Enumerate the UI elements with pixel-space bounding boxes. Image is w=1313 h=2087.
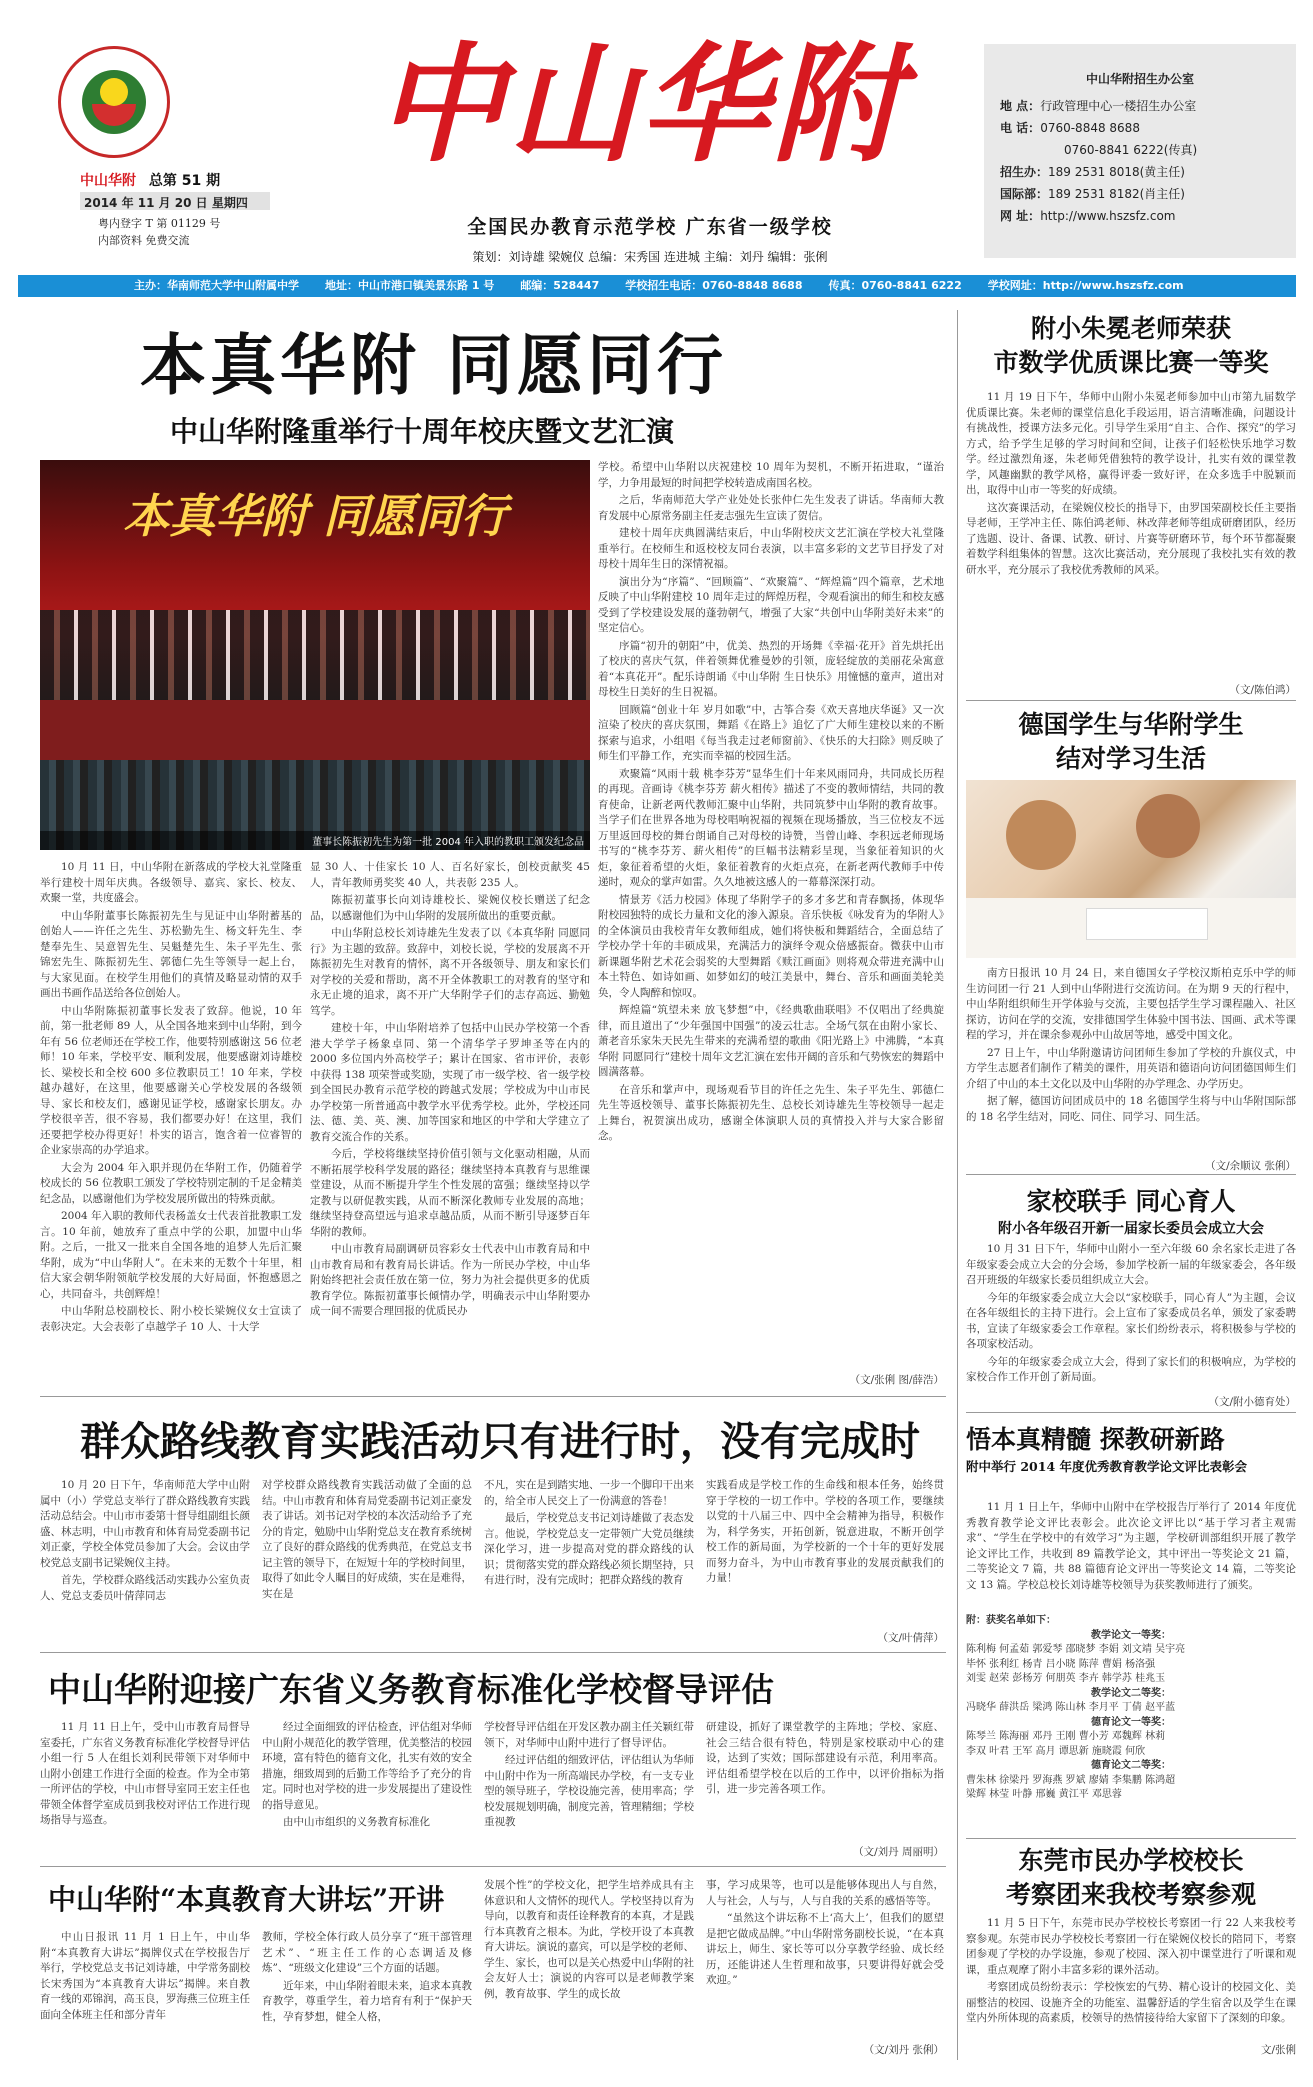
award-row: 陈琴兰 陈海丽 邓丹 王刚 曹小芳 邓魏辉 林莉: [966, 1731, 1166, 1742]
award-list: [966, 1614, 1296, 1803]
masthead-title: 中山华附: [375, 31, 904, 180]
lecture-para: “虽然这个讲坛称不上‘高大上’，但我们的愿望是把它做成品牌。”中山华附常务副校长说，“在本真讲坛上，师生、家长等可以分享教学经验、成长经历，还能讲述人生哲理和故事，只要讲得好就会受欢迎。”: [706, 1912, 944, 1986]
lead-headline: 本真华附 同愿同行: [140, 327, 727, 404]
right5-headline: [966, 1844, 1296, 1912]
section-divider: [40, 1396, 946, 1397]
lecture-col-1: [40, 1930, 250, 2058]
section-divider: [966, 1412, 1296, 1413]
lead-para: 建校十周年庆典圆满结束后，中山华附校庆文艺汇演在学校大礼堂隆重举行。在校师生和返校校友同台表演，以丰富多彩的文艺节目抒发了对母校十周年生日的深情祝福。: [598, 527, 944, 570]
award-category: 德育论文二等奖：: [1091, 1760, 1171, 1771]
award-list-title: 附：获奖名单如下：: [966, 1615, 1056, 1626]
lead-para: 大会为 2004 年入职并现仍在华附工作，仍随着学校成长的 56 位教职工颁发了学校特别定制的千足金精美纪念品，以感谢他们为学校发展所做出的特殊贡献。: [40, 1161, 302, 1205]
lead-para: 情景芳《活力校园》体现了华附学子的多才多艺和青春飘扬，体现华附校园独特的成长力量和文化的渗入源泉。音乐快板《咏发育为的华附人》的全体演员由我校青年女教师组成，她们将快板和舞蹈结合，全面总结了学校办学十年的丰硕成果，充满活力的演绎令观众倍感振奋。微获中山市新课题华附艺术花会弱奖的大型舞蹈《赎江画面》则将观众带进充满中山本土特色、如诗如画、如梦如幻的岐江美景中，舞台、音乐和画面美轮美奂，令人陶醉和惊叹。: [598, 893, 944, 999]
section-divider: [966, 700, 1296, 701]
lecture-para: 中山日报讯 11 月 1 日上午，中山华附“本真教育大讲坛”揭牌仪式在学校报告厅举行，学校党总支书记刘诗雄，中学常务副校长宋秀国为“本真教育大讲坛”揭牌。来自教育一线的邓锦润，高玉良，罗海燕三位班主任面向全体班主任和部分青年: [40, 1931, 250, 2021]
award-row: 李双 叶君 王军 高月 谭思新 施晓霞 何欣: [966, 1745, 1146, 1757]
section-divider: [40, 1652, 946, 1653]
mass-line-para: 实践看成是学校工作的生命线和根本任务，始终贯穿于学校的一切工作中。学校的各项工作，要继续以党的十八届三中、四中全会精神为指导，积极作为，科学务实，开拓创新，锐意进取，不断开创学校工作的新局面，为学校新的一个十年的更好发展而努力奋斗，为中山市教育事业的发展贡献我们的力量！: [706, 1479, 944, 1584]
office-phone: 0760-8848 8688: [1040, 121, 1140, 135]
award-category: 教学论文二等奖：: [1091, 1687, 1171, 1699]
info-website[interactable]: 学校网址：http://www.hszsfz.com: [987, 279, 1184, 292]
lead-para: 今后，学校将继续坚持价值引领与文化驱动相融，从而不断拓展学校科学发展的路径；继续坚持本真教育与思维课堂建设，从而不断提升学生个性发展的富强；继续坚持以学定教与以研促教实践，从而不断深化教师专业发展的高地；继续坚持登高望远与追求卓越品质，从而不断引导逐梦百年华附的教师。: [310, 1148, 590, 1238]
right4-headline: 悟本真精髓 探教研新路: [966, 1425, 1225, 1454]
award-category: 德育论文一等奖：: [1091, 1716, 1171, 1728]
lead-subhead: 中山华附隆重举行十周年校庆暨文艺汇演: [170, 415, 675, 448]
lead-para: 陈振初董事长向刘诗雄校长、梁婉仪校长赠送了纪念品，以感谢他们为中山华附的发展所做出的重要贡献。: [310, 894, 590, 922]
mass-line-para: 最后，学校党总支书记刘诗雄做了表态发言。他说，学校党总支一定带领广大党员继续深化学习，进一步提高对党的群众路线的认识；贯彻落实党的群众路线必须长期坚持，只有进行时，没有完成时；把群众路线的教育: [484, 1512, 694, 1586]
editorial-staff: 策划：刘诗雄 梁婉仪 总编：宋秀国 连进城 主编：刘丹 编辑：张俐: [472, 250, 828, 264]
lecture-col-2: [262, 1930, 472, 2058]
logo-emblem-icon: [82, 70, 146, 134]
intl-label: 国际部：: [1000, 187, 1049, 201]
paper-name: 中山华附: [80, 173, 136, 189]
lecture-credit: （文/刘丹 张俐）: [863, 2044, 944, 2056]
right5-para: 考察团成员纷纷表示：学校恢宏的气势、精心设计的校园文化、美丽整洁的校园、设施齐全的功能室、温馨舒适的学生宿舍以及学生在课堂内外所体现的高素质，校领导的热情接待给大家留下了深刻的印象。: [966, 1981, 1296, 2024]
stage-banner: 本真华附 同愿同行: [122, 489, 507, 543]
mass-line-col-4: [706, 1478, 944, 1628]
inspection-para: 11 月 11 日上午，受中山市教育局督导室委托，广东省义务教育标准化学校督导评估小组一行 5 人在组长刘利民带领下对华师中山附小创建工作进行全面的检查。作为全市第一所评估的学校，中山市督导室同王宏主任也带领全体督学室成员到我校对评估工作进行现场指导与巡查。: [40, 1721, 250, 1826]
mass-line-para: 不凡，实在是到踏实地、一步一个脚印干出来的，给全市人民交上了一份满意的答卷！: [484, 1479, 694, 1507]
lead-para: 在音乐和掌声中，现场观看节目的许任之先生、朱子平先生、郭德仁先生等返校领导、董事长陈振初先生、总校长刘诗雄先生等校领导一起走上舞台，祝贺演出成功，感谢全体演职人员的真情投入并与大家合影留念。: [598, 1083, 944, 1142]
lead-para: 中山华附总校长刘诗雄先生发表了以《本真华附 同愿同行》为主题的致辞。致辞中，刘校长说，学校的发展离不开陈振初先生对教育的情怀，离不开各级领导、朋友和家长们对学校的关爱和帮助，离不开全体教职工的对教育的坚守和永无止境的追求，离不开广大华附学子们的志存高远、勤勉笃学。: [310, 927, 590, 1017]
inspection-headline: 中山华附迎接广东省义务教育标准化学校督导评估: [48, 1670, 774, 1709]
right1-body: [966, 390, 1296, 680]
inspection-col-3: [484, 1720, 694, 1860]
right3-para: 今年的年级家委会成立大会以“家校联手，同心育人”为主题，会议在各年级组长的主持下进行。会上宣布了家委成员名单，颁发了家委聘书，宣读了年级家委会工作章程。家长们纷纷表示，将积极参与学校的各项家校活动。: [966, 1291, 1296, 1350]
right2-para: 27 日上午，中山华附邀请访问团师生参加了学校的升旗仪式，中方学生志愿者们制作了精美的课件，用英语和德语向访问团德国师生们介绍了中山的本土文化以及中山华附的办学理念、办学历史。: [966, 1046, 1296, 1090]
lead-para: 之后，华南师范大学产业处处长张仲仁先生发表了讲话。华南师大教育发展中心原常务副主任麦志强先生宣读了贺信。: [598, 494, 944, 522]
right5-credit: 文/张俐: [1260, 2044, 1296, 2056]
right3-body: [966, 1242, 1296, 1392]
lead-photo: [40, 460, 590, 850]
school-logo: [58, 46, 170, 158]
right2-credit: （文/余顺议 张俐）: [1205, 1160, 1296, 1172]
lecture-col-4: [706, 1878, 944, 2038]
inspection-para: 经过评估组的细致评估，评估组认为华师中山附中作为一所高端民办学校，有一支专业型的领导班子，学校设施完善，使用率高；学校发展规划明确，制度完善，管理精细；学校重视教: [484, 1754, 694, 1828]
lecture-para: 近年来，中山华附着眼未来，追求本真教育教学，尊重学生，着力培育有利于“保护天性，孕育梦想，健全人格，: [262, 1979, 472, 2023]
school-slogan: 全国民办教育示范学校 广东省一级学校: [467, 216, 833, 238]
right5-para: 11 月 5 日下午，东莞市民办学校校长考察团一行 22 人来我校考察参观。东莞市民办学校校长考察团一行在梁婉仪校长的陪同下，考察团参观了学校的办学设施，参观了校园、深入初中课堂进行了听课和观课，重点观摩了附小丰富多彩的课外活动。: [966, 1917, 1296, 1976]
lead-para: 2004 年入职的教师代表杨盖女士代表首批教职工发言。10 年前，她放弃了重点中学的公职，加盟中山华附。之后，一批又一批来自全国各地的追梦人先后汇聚华附，成为“中山华附人”。在未来的无数个十年里，相信大家会朝华附领航学校发展的大好局面，怀抱感恩之心，共同奋斗，共创辉煌！: [40, 1210, 302, 1300]
issue-number: 总第 51 期: [148, 173, 221, 189]
lead-col-1: [40, 860, 302, 1370]
info-hotline: 学校招生电话：0760-8848 8688: [625, 279, 803, 292]
right3-headline: 家校联手 同心育人: [1026, 1187, 1236, 1216]
right2-body: [966, 966, 1296, 1156]
right2-para: 据了解，德国访问团成员中的 18 名德国学生将与中山华附国际部的 18 名学生结对，同吃、同住、同学习、同生活。: [966, 1095, 1296, 1123]
award-row: 梁辉 林莹 叶静 邢巍 黄江平 邓思蓉: [966, 1789, 1122, 1800]
right3-para: 今年的年级家委会成立大会，得到了家长们的积极响应，为学校的家校合作工作开创了新局面。: [966, 1355, 1296, 1383]
lead-para: 中山华附董事长陈振初先生与见证中山华附蓄基的创始人——许任之先生、苏松勤先生、杨文轩先生、李楚奉先生、吴意智先生、吴魁楚先生、朱子平先生、张锦宏先生、陈振初先生、郭德仁先生等领导一起上台，与大家见面。在校学生用他们的真情及略显动情的双手画出书画作品送给各位创始人。: [40, 909, 302, 999]
inspection-col-4: [706, 1720, 944, 1840]
mass-line-col-2: [262, 1478, 472, 1648]
registration-number: 粤内登字 T 第 01129 号: [98, 217, 221, 230]
lead-col-2: [310, 860, 590, 1370]
right2-para: 南方日报讯 10 月 24 日，来自德国女子学校汉斯柏克乐中学的师生访问团一行 21 人到中山华附进行交流访问。在为期 9 天的行程中，中山华附组织师生开学体验与交流，主要包括学生学习课程融入、社区探访，访问在学的交流，安排德国学生体验中国书法、国画、武术等课程的学习，并在课余参观孙中山故居等地，感受中国文化。: [966, 967, 1296, 1041]
column-divider: [957, 310, 958, 2060]
lead-col-3: [598, 460, 944, 1360]
right1-headline-line1: 附小朱冕老师荣获: [1030, 314, 1231, 343]
mass-line-headline: 群众路线教育实践活动只有进行时，没有完成时: [80, 1418, 920, 1465]
office-fax: 0760-8841 6222(传真): [1064, 143, 1198, 157]
right1-para: 这次赛课活动，在梁婉仪校长的指导下，由罗国荣副校长任主要指导老师，王学冲主任、陈伯鸿老师、林改萍老师等组成研磨团队，经历了选题、设计、备课、试教、研讨、片赛等研磨环节，每个环节都凝聚着数学科组集体的智慧。这次比赛活动，充分展现了我校扎实有效的教研水平，充分展示了我校优秀教师的风采。: [966, 501, 1296, 576]
right3-subhead: 附小各年级召开新一届家长委员会成立大会: [998, 1221, 1264, 1237]
lead-para: 演出分为“序篇”、“回顾篇”、“欢聚篇”、“辉煌篇”四个篇章，艺术地反映了中山华附建校 10 周年走过的辉煌历程，令观看演出的师生和校友感受到了学校建设发展的蓬勃朝气，增强了大家“共创中山华附美好未来”的坚定信心。: [598, 575, 944, 634]
info-bar: [18, 275, 1296, 297]
admission-office-title: 中山华附招生办公室: [1085, 72, 1194, 86]
mass-line-col-3: [484, 1478, 694, 1648]
admission-phone: 189 2531 8018(黄主任): [1048, 165, 1185, 179]
lead-para: 中山华附总校副校长、附小校长梁婉仪女士宣读了表彰决定。大会表彰了卓越学子 10 人、十大学: [40, 1305, 302, 1333]
award-row: 冯晓华 薛洪岳 梁鸿 陈山林 李月平 丁倩 赵平蓝: [966, 1702, 1176, 1713]
lead-para: 建校十年，中山华附培养了包括中山民办学校第一个香港大学学子杨象卓同、第一个清华学子罗坤圣等在内的 2000 多位国内外高校学子；累计在国家、省市评价，表彰中获得 138 项荣誉或奖励，实现了市一级学校、省一级学校到全国民办教育示范学校的跨越式发展；学校成为中山市民办学校第一所普通高中教学水平优秀学校。此外，学校还同法、德、美、英、澳、加等国家和地区的中学和大学建立了教育交流合作的关系。: [310, 1022, 590, 1143]
right1-credit: （文/陈伯鸿）: [1229, 684, 1296, 696]
award-row: 刘雯 赵荣 彭杨芳 何朋英 李卉 韩学苏 桂兆玉: [966, 1673, 1166, 1684]
website-link[interactable]: http://www.hszsfz.com: [1040, 209, 1176, 223]
inspection-para: 学校督导评估组在开发区教办副主任关颖红带领下，对华师中山附中进行了督导评估。: [484, 1721, 694, 1749]
lead-para: 显 30 人、十佳家长 10 人、百名好家长，创校贡献奖 45 人，青年教师勇奖奖 40 人，共表彰 235 人。: [310, 861, 590, 889]
inspection-para: 经过全面细致的评估检查，评估组对华师中山附小规范化的教学管理，优美整洁的校园环境，富有特色的德育文化，扎实有效的安全措施，细致周到的后勤工作等给予了充分的肯定。同时也对学校的进一步发展提出了建设性的指导意见。: [262, 1721, 472, 1811]
right3-credit: （文/附小德育处）: [1208, 1396, 1296, 1408]
award-row: 曹朱林 徐梁丹 罗海燕 罗斌 廖婧 李集鹏 陈鸿超: [966, 1774, 1176, 1786]
right5-body: [966, 1916, 1296, 2040]
lecture-col-3: [484, 1878, 694, 2058]
mass-line-para: 首先，学校群众路线活动实践办公室负责人、党总支委员叶倩萍同志: [40, 1574, 250, 1602]
inspection-credit: （文/刘丹 周丽明）: [853, 1846, 944, 1858]
right5-headline-line1: 东莞市民办学校校长: [1018, 1846, 1244, 1875]
section-divider: [966, 1174, 1296, 1175]
lead-para: 学校。希望中山华附以庆祝建校 10 周年为契机，不断开拓进取，“谨治学，力争用最短的时间把学校转造成南国名校。: [598, 461, 944, 489]
info-address: 地址：中山市港口镇美景东路 1 号: [325, 279, 495, 292]
mass-line-col-1: [40, 1478, 250, 1648]
inspection-para: 由中山市组织的义务教育标准化: [283, 1816, 430, 1828]
intl-phone: 189 2531 8182(肖主任): [1048, 187, 1185, 201]
right4-para: 11 月 1 日上午，华师中山附中在学校报告厅举行了 2014 年度优秀教育教学论文评比表彰会。此次论文评比以“基于学习者主观需求”、“学生在学校中的有效学习”为主题，学校研训部组织开展了教学论文评比工作，共收到 89 篇教学论文，其中评出一等奖论文 21 篇，二等奖论文 7 篇，共 88 篇德育论文评出一等奖论文 14 篇，二等奖论文 13 篇。学校总校长刘诗雄等校领导为获奖教师进行了颁奖。: [966, 1501, 1296, 1591]
award-row: 毕怀 张利红 杨青 吕小晓 陈萍 曹娟 杨洛强: [966, 1658, 1156, 1670]
web-label: 网 址：: [1000, 209, 1041, 223]
inspection-para: 研建设，抓好了课堂教学的主阵地；学校、家庭、社会三结合很有特色，特别是家校联动中心的建设，达到了实效；国际部建设有示范，利用率高。评估组希望学校在以后的工作中，以评价指标为指引，进一步完善各项工作。: [706, 1721, 944, 1795]
office-address: 行政管理中心一楼招生办公室: [1040, 99, 1197, 113]
right4-body: [966, 1500, 1296, 1608]
info-fax: 传真：0760-8841 6222: [828, 279, 962, 292]
lecture-para: 事，学习成果等，也可以是能够体现出人与自然，人与社会，人与与，人与自我的关系的感悟等等。: [706, 1879, 944, 1907]
lead-para: 10 月 11 日，中山华附在新落成的学校大礼堂隆重举行建校十周年庆典。各级领导、嘉宾、家长、校友、欢聚一堂，共度盛会。: [40, 861, 302, 904]
section-divider: [40, 1866, 946, 1867]
inspection-col-2: [262, 1720, 472, 1860]
lead-credit: （文/张俐 图/薛浩）: [849, 1374, 944, 1386]
section-divider: [966, 1838, 1296, 1839]
inspection-col-1: [40, 1720, 250, 1860]
lecture-para: 教师，学校全体行政人员分享了“班干部管理艺术”、“班主任工作的心态调适及修炼”、“班级文化建设”三个方面的话题。: [262, 1931, 472, 1974]
mass-line-credit: （文/叶倩萍）: [877, 1632, 944, 1644]
right2-headline-line2: 结对学习生活: [1055, 744, 1206, 773]
lead-para: 回顾篇“创业十年 岁月如歌”中，古筝合奏《欢天喜地庆华诞》又一次渲染了校庆的喜庆氛围，舞蹈《在路上》追忆了广大师生建校以来的不断探索与追求，小组唱《每当我走过老师窗前》、《快乐的大扫除》则反映了师生们平静工作，充实而幸福的校园生活。: [598, 703, 944, 762]
award-row: 陈利梅 何孟茹 郭爱琴 邵晓梦 李娟 刘文靖 吴宇亮: [966, 1644, 1186, 1655]
info-host: 主办：华南师范大学中山附属中学: [134, 279, 299, 292]
right5-headline-line2: 考察团来我校考察参观: [1005, 1880, 1256, 1909]
lecture-headline: 中山华附“本真教育大讲坛”开讲: [48, 1883, 445, 1916]
address-label: 地 点：: [1000, 99, 1041, 113]
right2-headline-line1: 德国学生与华附学生: [1018, 710, 1244, 739]
right4-subhead: 附中举行 2014 年度优秀教育教学论文评比表彰会: [966, 1459, 1247, 1474]
phone-label: 电 话：: [1000, 121, 1041, 135]
award-category: 教学论文一等奖：: [1091, 1629, 1171, 1641]
issue-date: 2014 年 11 月 20 日 星期四: [84, 196, 248, 210]
right1-para: 11 月 19 日下午，华师中山附小朱冕老师参加中山市第九届数学优质课比赛。朱老师的课堂信息化手段运用，语言清晰准确，问题设计有挑战性，授课方法多元化。引导学生采用“自主、合作、探究”的学习方式，给予学生足够的学习时间和空间，让孩子们轻松快乐地学习数学。经过激烈角逐，朱老师凭借独特的教学设计，扎实有效的课堂教学，风趣幽默的教学风格，赢得评委一致好评，在众多选手中脱颖而出，取得中山市一等奖的好成绩。: [966, 391, 1296, 496]
distribution-note: 内部资料 免费交流: [98, 234, 190, 247]
right3-para: 10 月 31 日下午，华师中山附小一至六年级 60 余名家长走进了各年级家委会成立大会的分会场，参加学校新一届的年级家委会，各年级召开班级的年级家长委员组织成立大会。: [966, 1243, 1296, 1286]
right2-headline: [966, 708, 1296, 776]
contact-box: [984, 44, 1296, 258]
right2-photo: [966, 780, 1296, 958]
right1-headline: [966, 312, 1296, 380]
lead-para: 辉煌篇“筑望未来 放飞梦想”中，《经典歌曲联唱》不仅唱出了经典旋律，而且道出了“少年强国中国强”的凌云壮志。全场气氛在由附小家长、萧老音乐家朱天民先生带来的充满希望的歌曲《阳光路上》中沸腾，“本真华附 同愿同行”建校十周年文艺汇演在宏伟开阔的音乐和气势恢宏的舞蹈中圆满落幕。: [598, 1004, 944, 1078]
lead-para: 欢聚篇“风雨十载 桃李芬芳”显华生们十年来风雨同舟，共同成长历程的再现。音画诗《桃李芬芳 薪火相传》描述了不变的教师情结，共同的教育使命，让新老两代教师汇聚中山华附，共同筑梦中山华附的教育故事。当学子们在世界各地为母校唱响祝福的视频在现场播放，当三位校友不远万里返回母校的舞台朗诵自己对母校的诗赞，当曾山峰、李积远老师现场书写的“桃李芬芳、薪火相传”的巨幅书法精彩呈现，当象征着知识的火炬，象征着希望的火炬，象征着教育的火炬点亮，在新老两代教师手中传递时，观众的掌声如雷。久久地被这感人的一幕幕深深打动。: [598, 767, 944, 888]
lead-para: 中山市教育局副调研员容彩女士代表中山市教育局和中山市教育局和有教育局长讲话。作为一所民办学校，中山华附始终把社会责任放在第一位，努力为社会提供更多的优质教育学位。陈振初董事长倾情办学，明确表示中山华附要办成一间不需要合理回报的优质民办: [310, 1243, 590, 1317]
lecture-para: 发展个性”的学校文化，把学生培养成具有主体意识和人文情怀的现代人。学校坚持以育为导向，以教育和责任诠释教育的本真，才是践行本真教育之根本。为此，学校开设了本真教育大讲坛。演说的嘉宾，可以是学校的老师、学生、家长，也可以是关心热爱中山华附的社会友好人士；演说的内容可以是老师教学案例，教育故事、学生的成长故: [484, 1879, 694, 2000]
info-postcode: 邮编：528447: [520, 279, 600, 292]
mass-line-para: 10 月 20 日下午，华南师范大学中山附属中（小）学党总支举行了群众路线教育实践活动总结会。中山市市委第十督导组副组长颜盛、林志明，中山市教育和体育局党委副书记刘正豪，学校全体党员参加了大会。会议由学校党总支副书记梁婉仪主持。: [40, 1479, 250, 1569]
admission-label: 招生办：: [1000, 165, 1049, 179]
lead-para: 中山华附陈振初董事长发表了致辞。他说，10 年前，第一批老师 89 人，从全国各地来到中山华附，到今年有 56 位老师还在学校工作，他要特别感谢这 56 位老师！10 年来，学校平安、顺利发展，他要感谢刘诗雄校长、梁校长和全校 600 多位教职员工！10 年来，学校越办越好，在这里，他要感谢关心学校发展的各级领导、家长和校友们，感谢见证学校，感谢家长朋友。办学校很辛苦，很不容易，我们都要办好！在这里，我们还要把学校办得更好！朴实的语言，饱含着一位睿智的企业家崇高的办学追求。: [40, 1004, 302, 1156]
lead-para: 序篇“初升的朝阳”中，优美、热烈的开场舞《幸福·花开》首先烘托出了校庆的喜庆气氛，伴着领舞优雅曼妙的引领，庞轻绽放的美丽花朵寓意着“本真花开”。配乐诗朗诵《中山华附 生日快乐》用憧憾的童声，道出对母校生日美好的生日祝福。: [598, 639, 944, 698]
photo-caption: 董事长陈振初先生为第一批 2004 年入职的教职工颁发纪念品: [40, 831, 590, 850]
right1-headline-line2: 市数学优质课比赛一等奖: [993, 348, 1269, 377]
mass-line-para: 对学校群众路线教育实践活动做了全面的总结。中山市教育和体育局党委副书记刘正豪发表了讲话。刘书记对学校的本次活动给予了充分的肯定，勉励中山华附党总支在教育系统树立了良好的群众路线的优秀典范，在党总支书记主管的领导下，在短短十年的学校时间里，取得了如此令人瞩目的好成绩，实在是难得，实在是: [262, 1479, 472, 1600]
